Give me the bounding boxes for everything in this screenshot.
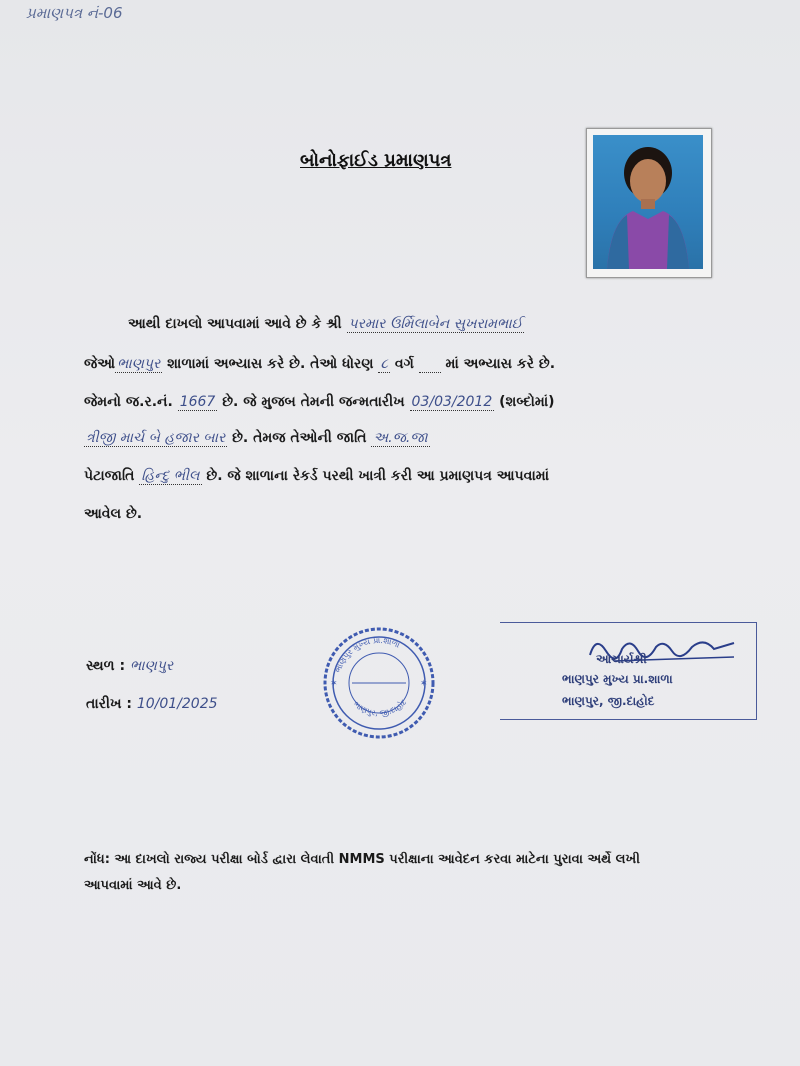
body-line-1 [128,316,524,332]
stamp-top-text: ભાણપુર મુખ્ય પ્રા.શાળા [333,635,402,674]
line5-prefix: પેટાજાતિ [84,468,135,484]
standard-value: ૮ [380,356,389,372]
principal-place: ભાણપુર, જી.દાહોદ [562,694,655,708]
line1-prefix: આથી દાખલો આપવામાં આવે છે કે શ્રી [128,316,342,332]
svg-text:✶: ✶ [330,679,338,689]
school-name: ભાણપુર [117,356,161,372]
stamp-bottom-text: ભાણપુર, જી.દાહોદ [351,697,409,718]
school-stamp [322,626,436,740]
note-line-1: નોંધ: આ દાખલો રાજ્ય પરીક્ષા બોર્ડ દ્વારા લેવાતી NMMS પરીક્ષાના આવેદન કરવા માટેના પુરાવા અર્થે લખી [84,852,640,867]
date-row [86,696,218,712]
date-label: તારીખ : [86,696,132,712]
place-value: ભાણપુર [129,658,174,674]
gr-number: 1667 [179,394,216,410]
caste-value: અ.જ.જા [373,430,428,446]
line2-mid: શાળામાં અભ્યાસ કરે છે. તેઓ ધોરણ [167,356,374,372]
line3-suffix: (શબ્દોમાં) [499,394,555,410]
class-value [419,356,441,373]
date-value: 10/01/2025 [136,696,218,712]
class-label: વર્ગ [394,356,414,372]
note-line-2: આપવામાં આવે છે. [84,878,182,893]
svg-text:✶: ✶ [420,679,428,689]
body-line-6: આવેલ છે. [84,506,143,522]
line3-prefix: જેમનો જ.ર.નં. [84,394,173,410]
line2-suffix: માં અભ્યાસ કરે છે. [445,356,556,372]
line3-mid: છે. જે મુજબ તેમની જન્મતારીખ [222,394,405,410]
birth-date: 03/03/2012 [411,394,493,410]
place-row [86,658,173,674]
place-label: સ્થળ : [86,658,126,674]
student-name: પરમાર ઉર્મિલાબેન સુખરામભાઈ [348,316,523,332]
certificate-number: પ્રમાણપત્ર નં-06 [26,4,123,22]
certificate-title: બોનોફાઈડ પ્રમાણપત્ર [300,150,452,171]
line4-mid: છે. તેમજ તેઓની જાતિ [232,430,367,446]
line5-suffix: છે. જે શાળાના રેકર્ડ પરથી ખાત્રી કરી આ પ્રમાણપત્ર આપવામાં [206,468,550,484]
body-line-5 [84,468,549,484]
line2-prefix: જેઓ [84,356,116,372]
body-line-4 [84,430,430,446]
principal-school: ભાણપુર મુખ્ય પ્રા.શાળા [562,672,673,686]
svg-text:ભાણપુર, જી.દાહોદ [352,697,409,718]
birth-date-words: ત્રીજી માર્ચ બે હજાર બાર [86,430,226,446]
svg-text:ભાણપુર મુખ્ય પ્રા.શાળા [333,636,401,674]
principal-role: આચાર્યશ્રી [596,652,647,666]
student-photo [586,128,712,278]
body-line-2 [84,356,555,372]
body-line-3 [84,394,555,410]
subcaste-value: હિન્દુ ભીલ [141,468,200,484]
